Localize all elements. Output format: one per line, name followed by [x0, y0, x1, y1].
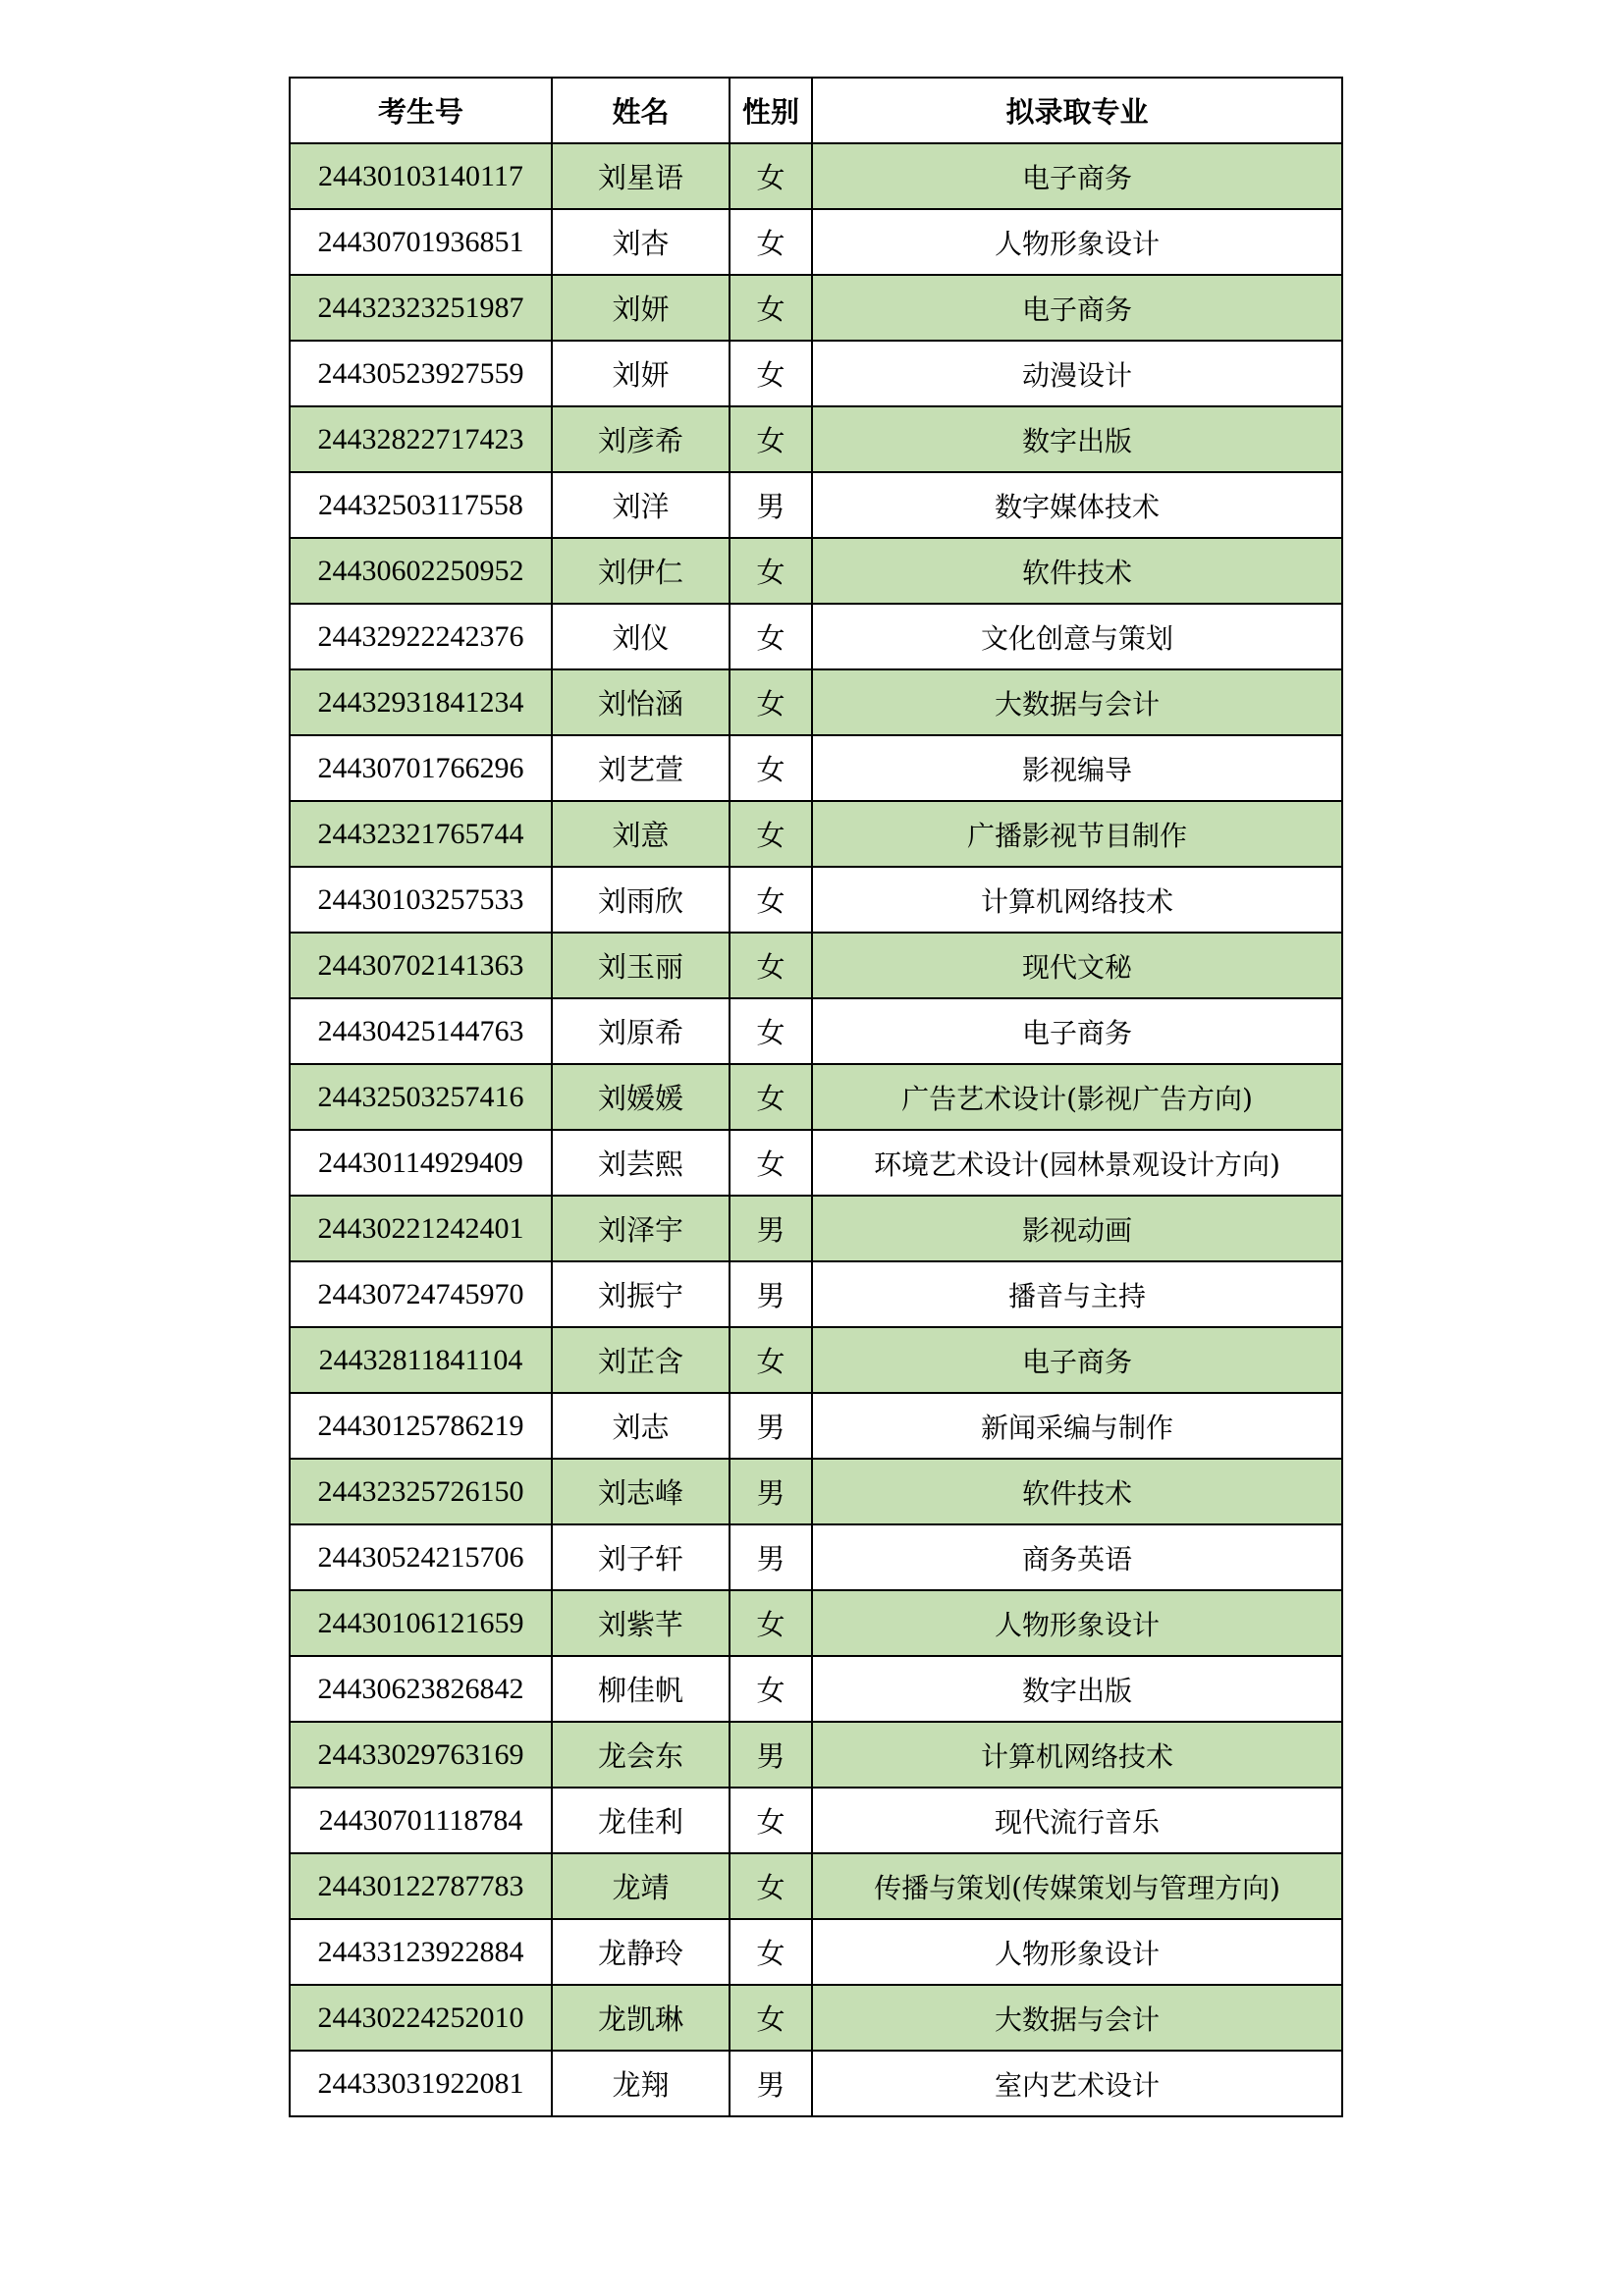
admission-table	[289, 77, 1343, 2117]
exam-no-cell: 24432822717423	[290, 406, 552, 472]
major-cell: 现代流行音乐	[812, 1788, 1342, 1853]
exam-no-cell: 24432503117558	[290, 472, 552, 538]
student-name-cell: 龙佳利	[552, 1788, 730, 1853]
student-name-cell: 刘洋	[552, 472, 730, 538]
header-gender: 性别	[730, 78, 812, 143]
gender-cell: 男	[730, 1524, 812, 1590]
major-cell: 传播与策划(传媒策划与管理方向)	[812, 1853, 1342, 1919]
student-name-cell: 刘子轩	[552, 1524, 730, 1590]
exam-no-cell: 24432503257416	[290, 1064, 552, 1130]
student-name-cell: 刘彦希	[552, 406, 730, 472]
student-name-cell: 龙静玲	[552, 1919, 730, 1985]
table-row	[290, 341, 1342, 406]
exam-no-cell: 24430724745970	[290, 1261, 552, 1327]
exam-no-cell: 24432922242376	[290, 604, 552, 669]
major-cell: 文化创意与策划	[812, 604, 1342, 669]
major-cell: 数字媒体技术	[812, 472, 1342, 538]
table-row	[290, 1985, 1342, 2051]
major-cell: 计算机网络技术	[812, 1722, 1342, 1788]
gender-cell: 女	[730, 998, 812, 1064]
table-body	[290, 143, 1342, 2116]
gender-cell: 女	[730, 1656, 812, 1722]
table-row	[290, 1196, 1342, 1261]
exam-no-cell: 24430702141363	[290, 933, 552, 998]
exam-no-cell: 24430523927559	[290, 341, 552, 406]
gender-cell: 女	[730, 143, 812, 209]
student-name-cell: 龙靖	[552, 1853, 730, 1919]
student-name-cell: 刘志	[552, 1393, 730, 1459]
exam-no-cell: 24430103257533	[290, 867, 552, 933]
table-row	[290, 143, 1342, 209]
table-row	[290, 1459, 1342, 1524]
student-name-cell: 刘伊仁	[552, 538, 730, 604]
gender-cell: 女	[730, 341, 812, 406]
student-name-cell: 刘星语	[552, 143, 730, 209]
student-name-cell: 刘仪	[552, 604, 730, 669]
table-row	[290, 998, 1342, 1064]
student-name-cell: 刘泽宇	[552, 1196, 730, 1261]
gender-cell: 女	[730, 1788, 812, 1853]
gender-cell: 女	[730, 1064, 812, 1130]
gender-cell: 男	[730, 472, 812, 538]
exam-no-cell: 24432931841234	[290, 669, 552, 735]
major-cell: 数字出版	[812, 1656, 1342, 1722]
table-row	[290, 1261, 1342, 1327]
student-name-cell: 龙会东	[552, 1722, 730, 1788]
table-row	[290, 1524, 1342, 1590]
major-cell: 计算机网络技术	[812, 867, 1342, 933]
exam-no-cell: 24433031922081	[290, 2051, 552, 2116]
major-cell: 新闻采编与制作	[812, 1393, 1342, 1459]
major-cell: 人物形象设计	[812, 1919, 1342, 1985]
major-cell: 软件技术	[812, 1459, 1342, 1524]
exam-no-cell: 24432323251987	[290, 275, 552, 341]
major-cell: 电子商务	[812, 143, 1342, 209]
major-cell: 动漫设计	[812, 341, 1342, 406]
gender-cell: 男	[730, 1459, 812, 1524]
table-row	[290, 1393, 1342, 1459]
gender-cell: 女	[730, 1130, 812, 1196]
major-cell: 播音与主持	[812, 1261, 1342, 1327]
exam-no-cell: 24430221242401	[290, 1196, 552, 1261]
table-row	[290, 406, 1342, 472]
gender-cell: 女	[730, 1985, 812, 2051]
student-name-cell: 柳佳帆	[552, 1656, 730, 1722]
table-row	[290, 801, 1342, 867]
major-cell: 环境艺术设计(园林景观设计方向)	[812, 1130, 1342, 1196]
student-name-cell: 刘妍	[552, 275, 730, 341]
table-header	[290, 78, 1342, 143]
exam-no-cell: 24430425144763	[290, 998, 552, 1064]
student-name-cell: 刘杏	[552, 209, 730, 275]
gender-cell: 女	[730, 1853, 812, 1919]
student-name-cell: 刘志峰	[552, 1459, 730, 1524]
gender-cell: 男	[730, 2051, 812, 2116]
table-row	[290, 1788, 1342, 1853]
student-name-cell: 刘芷含	[552, 1327, 730, 1393]
table-row	[290, 1853, 1342, 1919]
student-name-cell: 刘妍	[552, 341, 730, 406]
exam-no-cell: 24433123922884	[290, 1919, 552, 1985]
table-row	[290, 933, 1342, 998]
gender-cell: 男	[730, 1196, 812, 1261]
exam-no-cell: 24430623826842	[290, 1656, 552, 1722]
exam-no-cell: 24430122787783	[290, 1853, 552, 1919]
gender-cell: 女	[730, 1327, 812, 1393]
exam-no-cell: 24430224252010	[290, 1985, 552, 2051]
table-row	[290, 1722, 1342, 1788]
exam-no-cell: 24430701766296	[290, 735, 552, 801]
exam-no-cell: 24430106121659	[290, 1590, 552, 1656]
gender-cell: 男	[730, 1393, 812, 1459]
major-cell: 大数据与会计	[812, 1985, 1342, 2051]
student-name-cell: 龙翔	[552, 2051, 730, 2116]
table-row	[290, 867, 1342, 933]
header-exam-no: 考生号	[290, 78, 552, 143]
student-name-cell: 刘雨欣	[552, 867, 730, 933]
header-row	[290, 78, 1342, 143]
major-cell: 人物形象设计	[812, 209, 1342, 275]
admission-list-sheet	[289, 77, 1341, 2117]
student-name-cell: 刘紫芊	[552, 1590, 730, 1656]
major-cell: 商务英语	[812, 1524, 1342, 1590]
gender-cell: 男	[730, 1722, 812, 1788]
table-row	[290, 1327, 1342, 1393]
table-row	[290, 735, 1342, 801]
gender-cell: 女	[730, 1919, 812, 1985]
table-row	[290, 1919, 1342, 1985]
gender-cell: 女	[730, 1590, 812, 1656]
major-cell: 影视编导	[812, 735, 1342, 801]
table-row	[290, 1656, 1342, 1722]
header-name: 姓名	[552, 78, 730, 143]
exam-no-cell: 24430701936851	[290, 209, 552, 275]
gender-cell: 男	[730, 1261, 812, 1327]
exam-no-cell: 24430125786219	[290, 1393, 552, 1459]
gender-cell: 女	[730, 933, 812, 998]
student-name-cell: 刘艺萱	[552, 735, 730, 801]
header-major: 拟录取专业	[812, 78, 1342, 143]
student-name-cell: 刘玉丽	[552, 933, 730, 998]
student-name-cell: 龙凯琳	[552, 1985, 730, 2051]
major-cell: 影视动画	[812, 1196, 1342, 1261]
gender-cell: 女	[730, 669, 812, 735]
major-cell: 软件技术	[812, 538, 1342, 604]
major-cell: 室内艺术设计	[812, 2051, 1342, 2116]
table-row	[290, 538, 1342, 604]
table-row	[290, 2051, 1342, 2116]
exam-no-cell: 24432811841104	[290, 1327, 552, 1393]
gender-cell: 女	[730, 209, 812, 275]
student-name-cell: 刘芸熙	[552, 1130, 730, 1196]
table-row	[290, 604, 1342, 669]
table-row	[290, 209, 1342, 275]
gender-cell: 女	[730, 867, 812, 933]
table-row	[290, 1130, 1342, 1196]
exam-no-cell: 24433029763169	[290, 1722, 552, 1788]
table-row	[290, 472, 1342, 538]
table-row	[290, 669, 1342, 735]
exam-no-cell: 24432325726150	[290, 1459, 552, 1524]
student-name-cell: 刘意	[552, 801, 730, 867]
student-name-cell: 刘怡涵	[552, 669, 730, 735]
exam-no-cell: 24430524215706	[290, 1524, 552, 1590]
major-cell: 人物形象设计	[812, 1590, 1342, 1656]
table-row	[290, 1064, 1342, 1130]
gender-cell: 女	[730, 406, 812, 472]
gender-cell: 女	[730, 275, 812, 341]
exam-no-cell: 24430103140117	[290, 143, 552, 209]
table-row	[290, 275, 1342, 341]
gender-cell: 女	[730, 735, 812, 801]
major-cell: 数字出版	[812, 406, 1342, 472]
major-cell: 电子商务	[812, 998, 1342, 1064]
exam-no-cell: 24432321765744	[290, 801, 552, 867]
student-name-cell: 刘振宁	[552, 1261, 730, 1327]
exam-no-cell: 24430602250952	[290, 538, 552, 604]
table-row	[290, 1590, 1342, 1656]
gender-cell: 女	[730, 801, 812, 867]
gender-cell: 女	[730, 538, 812, 604]
major-cell: 广播影视节目制作	[812, 801, 1342, 867]
exam-no-cell: 24430114929409	[290, 1130, 552, 1196]
gender-cell: 女	[730, 604, 812, 669]
major-cell: 现代文秘	[812, 933, 1342, 998]
student-name-cell: 刘原希	[552, 998, 730, 1064]
exam-no-cell: 24430701118784	[290, 1788, 552, 1853]
major-cell: 电子商务	[812, 275, 1342, 341]
major-cell: 广告艺术设计(影视广告方向)	[812, 1064, 1342, 1130]
student-name-cell: 刘媛媛	[552, 1064, 730, 1130]
major-cell: 大数据与会计	[812, 669, 1342, 735]
major-cell: 电子商务	[812, 1327, 1342, 1393]
